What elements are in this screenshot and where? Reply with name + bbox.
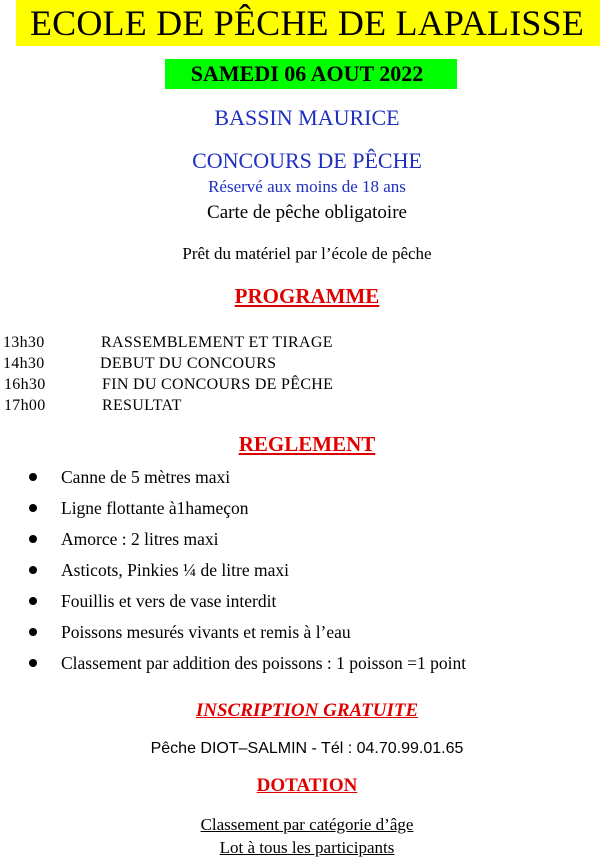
schedule-time: 17h00: [4, 397, 46, 414]
rule-text: Classement par addition des poissons : 1 poisson =1 point: [61, 653, 467, 673]
bullet-icon: [29, 597, 37, 605]
schedule-time: 13h30: [3, 334, 45, 351]
rule-text: Canne de 5 mètres maxi: [61, 467, 231, 487]
rule-text: Asticots, Pinkies ¼ de litre maxi: [61, 560, 289, 580]
event-name: CONCOURS DE PÊCHE: [192, 148, 422, 173]
equipment-loan: Prêt du matériel par l’école de pêche: [182, 244, 432, 263]
list-item: [0, 464, 614, 495]
event-date: SAMEDI 06 AOUT 2022: [190, 61, 424, 86]
list-item: [0, 650, 614, 681]
schedule-activity: RASSEMBLEMENT ET TIRAGE: [101, 334, 333, 351]
list-item: [0, 557, 614, 588]
bullet-icon: [29, 628, 37, 636]
dotation-line: Lot à tous les participants: [219, 838, 395, 857]
schedule-activity: DEBUT DU CONCOURS: [100, 355, 277, 372]
list-item: [0, 495, 614, 526]
schedule-activity: RESULTAT: [102, 397, 182, 414]
programme-heading: PROGRAMME: [234, 284, 380, 308]
bullet-icon: [29, 473, 37, 481]
bullet-icon: [29, 566, 37, 574]
bullet-icon: [29, 535, 37, 543]
list-item: [0, 619, 614, 650]
rule-text: Amorce : 2 litres maxi: [61, 529, 219, 549]
page-title: ECOLE DE PÊCHE DE LAPALISSE: [29, 3, 585, 43]
contact-info: Pêche DIOT–SALMIN - Tél : 04.70.99.01.65: [150, 740, 464, 757]
age-restriction: Réservé aux moins de 18 ans: [208, 177, 406, 196]
bullet-icon: [29, 659, 37, 667]
rule-text: Poissons mesurés vivants et remis à l’eau: [61, 622, 351, 642]
rule-text: Ligne flottante à1hameçon: [61, 498, 249, 518]
license-requirement: Carte de pêche obligatoire: [207, 202, 407, 223]
schedule-activity: FIN DU CONCOURS DE PÊCHE: [102, 376, 334, 393]
venue: BASSIN MAURICE: [214, 105, 400, 130]
list-item: [0, 526, 614, 557]
rule-text: Fouillis et vers de vase interdit: [61, 591, 277, 611]
reglement-heading: REGLEMENT: [238, 432, 376, 456]
bullet-icon: [29, 504, 37, 512]
inscription-heading: INSCRIPTION GRATUITE: [195, 700, 419, 721]
list-item: [0, 588, 614, 619]
schedule-time: 16h30: [4, 376, 46, 393]
dotation-line: Classement par catégorie d’âge: [200, 815, 414, 834]
dotation-heading: DOTATION: [256, 775, 358, 796]
schedule-time: 14h30: [3, 355, 45, 372]
